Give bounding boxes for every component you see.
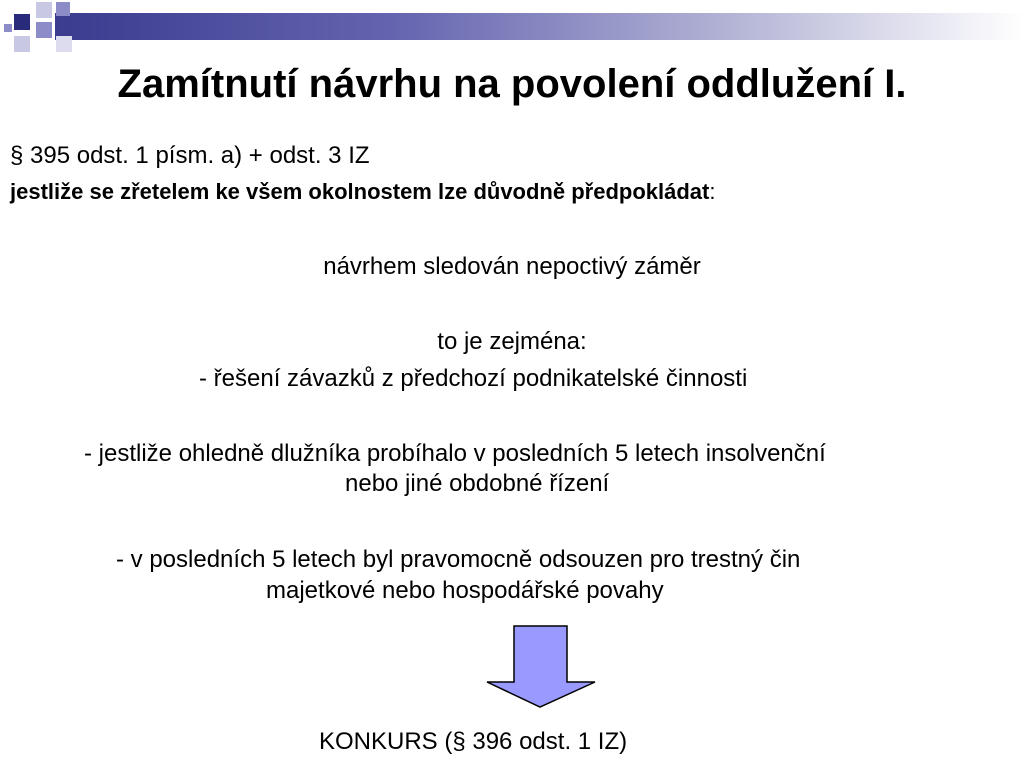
list-item-2-line-2: nebo jiné obdobné řízení bbox=[345, 470, 610, 497]
decor-square-mid bbox=[36, 22, 52, 38]
decor-square-light bbox=[36, 2, 52, 18]
header-gradient-band bbox=[55, 13, 1024, 40]
header-decoration bbox=[0, 0, 1024, 60]
down-arrow-icon bbox=[484, 624, 598, 710]
list-item-1: - řešení závazků z předchozí podnikatelské činnosti bbox=[199, 365, 748, 392]
intent-line: návrhem sledován nepoctivý záměr bbox=[323, 253, 701, 280]
slide-title: Zamítnutí návrhu na povolení oddlužení I. bbox=[117, 62, 907, 106]
decor-square-mid bbox=[4, 24, 12, 32]
namely-line: to je zejména: bbox=[437, 328, 587, 355]
condition-statement bbox=[10, 177, 715, 207]
decor-square-light bbox=[14, 36, 30, 52]
condition-bold-text: jestliže se zřetelem ke všem okolnostem lze důvodně předpokládat bbox=[10, 179, 710, 204]
list-item-3-line-2: majetkové nebo hospodářské povahy bbox=[266, 577, 664, 604]
result-konkurs: KONKURS (§ 396 odst. 1 IZ) bbox=[319, 728, 628, 755]
list-item-2-line-1: - jestliže ohledně dlužníka probíhalo v posledních 5 letech insolvenční bbox=[84, 440, 826, 467]
condition-colon: : bbox=[709, 179, 716, 204]
legal-reference: § 395 odst. 1 písm. a) + odst. 3 IZ bbox=[10, 142, 370, 169]
decor-square-mid bbox=[56, 2, 70, 16]
list-item-3-line-1: - v posledních 5 letech byl pravomocně odsouzen pro trestný čin bbox=[116, 546, 801, 573]
decor-square-light bbox=[56, 36, 72, 52]
decor-square-dark bbox=[14, 14, 30, 30]
